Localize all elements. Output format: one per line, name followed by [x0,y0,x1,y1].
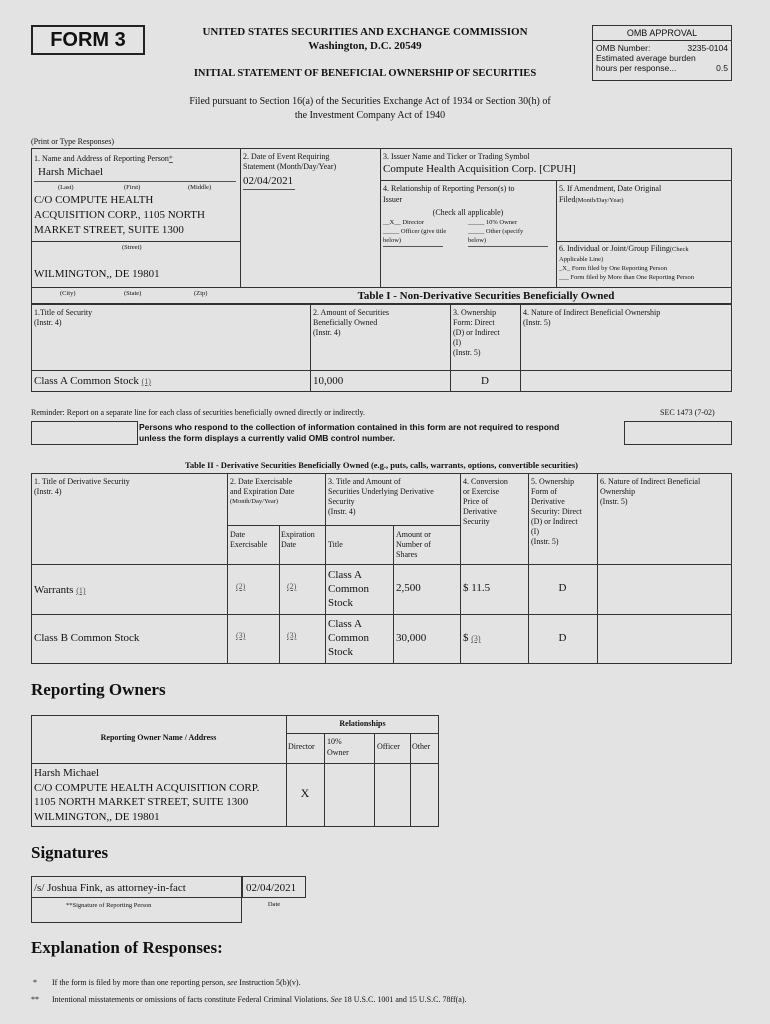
ten-pct-owner-header: 10% Owner [327,737,349,757]
agency-name: UNITED STATES SECURITIES AND EXCHANGE COMMISSION [202,26,528,38]
agency-location: Washington, D.C. 20549 [308,40,422,52]
owner-director-mark: X [300,786,310,800]
t2-row2-form: D [558,632,567,644]
t2-sub-expiration: Expiration Date [281,530,315,549]
note1-mark: * [33,978,37,987]
street-label: (Street) [122,244,142,251]
officer-header: Officer [377,742,400,751]
signer-name: /s/ Joshua Fink, as attorney-in-fact [34,882,186,894]
signature-label: **Signature of Reporting Person [66,902,152,909]
t2-col6-header: 6. Nature of Indirect Beneficial Ownership (Instr. 5) [600,477,701,506]
omb-number: 3235-0104 [687,43,728,53]
t2-sub-title: Title [328,540,343,549]
last-label: (Last) [58,184,74,191]
box6-label [559,244,689,253]
event-date: 02/04/2021 [243,175,294,187]
note2-mark: ** [31,995,39,1004]
t2-col2-header: 2. Date Exercisable and Expiration Date (Month/Day/Year) [230,477,295,505]
t2-row2-security: Class B Common Stock [34,632,140,644]
box5-date-format: (Month/Day/Year) [575,197,624,204]
form-title-box [31,25,145,55]
statement-title: INITIAL STATEMENT OF BENEFICIAL OWNERSHIP OF SECURITIES [193,68,537,79]
t1-row-security: Class A Common Stock (1) [34,375,151,387]
box1-label-text: 1. Name and Address of Reporting Person [34,154,169,163]
filed-pursuant-line-2: the Investment Company Act of 1940 [294,110,446,121]
city-label: (City) [60,290,76,297]
first-label: (First) [124,184,141,191]
t1-row-amount: 10,000 [313,375,344,387]
address-line-2: ACQUISITION CORP., 1105 NORTH [34,209,205,221]
box5-label-2 [559,195,624,204]
t1-col2-header: 2. Amount of Securities Beneficially Owned (Instr. 4) [313,308,389,337]
owner-name-address: Harsh Michael C/O COMPUTE HEALTH ACQUISITION CORP. 1105 NORTH MARKET STREET, SUITE 1300 WILMINGTON,, DE 19801 [34,767,260,823]
t2-row1-date-exercisable[interactable]: (2) [236,582,246,591]
note2-text: Intentional misstatements or omissions of facts constitute Federal Criminal Violations. See 18 U.S.C. 1001 and 15 U.S.C. 78ff(a). [52,995,467,1004]
box2-label-1: 2. Date of Event Requiring [243,152,330,161]
persons-right-box [624,421,732,445]
omb-approval-box [592,25,732,81]
t2-row2-date-exercisable[interactable]: (3) [236,631,246,640]
box4-label-2: Issuer [383,195,403,204]
state-label: (State) [124,290,142,297]
other-checkbox[interactable]: _____ Other (specify [468,228,524,235]
table2-title: Table II - Derivative Securities Beneficially Owned (e.g., puts, calls, warrants, options, convertible securities) [184,460,578,470]
t2-row2-price-footnote-link[interactable]: (3) [471,634,481,643]
officer-checkbox[interactable]: _____ Officer (give title [383,228,447,235]
burden-label: Estimated average burden [596,53,696,63]
zip-label: (Zip) [194,290,208,297]
t2-sub-date-exercisable: Date Exercisable [230,530,268,549]
ten-pct-owner-checkbox[interactable]: _____ 10% Owner [468,219,518,226]
director-checkbox[interactable]: __X__ Director [383,219,424,226]
t2-row2-title: Class A Common Stock [328,618,369,658]
t1-col3-header: 3. Ownership Form: Direct (D) or Indirect (I) (Instr. 5) [453,308,500,357]
t2-row1-expiration[interactable]: (2) [287,582,297,591]
explanation-heading: Explanation of Responses: [31,938,223,957]
t2-row2-expiration[interactable]: (3) [287,631,297,640]
director-header: Director [288,742,315,751]
reporting-person-name: Harsh Michael [38,166,104,178]
more-reporting-persons-option[interactable]: ___ Form filed by More than One Reporting Person [559,274,695,281]
form-title: FORM 3 [50,29,126,51]
box3-label: 3. Issuer Name and Ticker or Trading Symbol [383,152,530,161]
box5-label-1: 5. If Amendment, Date Original [559,184,662,193]
t2-col4-header: 4. Conversion or Exercise Price of Derivative Security [463,477,508,526]
box1-footnote-link[interactable]: * [168,154,173,163]
t1-row-form: D [481,375,489,387]
reminder-text: Reminder: Report on a separate line for each class of securities beneficially owned directly or indirectly. [31,408,366,417]
t2-row1-footnote-link[interactable]: (1) [76,586,86,595]
address-line-3: MARKET STREET, SUITE 1300 [34,224,184,236]
t2-col5-header: 5. Ownership Form of Derivative Security: Direct (D) or Indirect (I) (Instr. 5) [531,477,582,546]
print-note: (Print or Type Responses) [31,137,115,146]
t2-row1-form: D [558,582,567,594]
t2-row1-security: Warrants (1) [34,584,86,596]
box6-applicable: Applicable Line) [559,256,604,263]
reporting-owners-heading: Reporting Owners [31,680,166,699]
t2-col3-header: 3. Title and Amount of Securities Underlying Derivative Security (Instr. 4) [328,477,434,516]
filed-pursuant-line-1: Filed pursuant to Section 16(a) of the Securities Exchange Act of 1934 or Section 30(h) of [189,96,551,107]
omb-number-label: OMB Number: [596,43,651,53]
officer-below: below) [383,237,402,244]
hours-label: hours per response... [596,63,677,73]
t2-row2-amount: 30,000 [396,632,427,644]
sec-code: SEC 1473 (7-02) [660,408,715,417]
box1-label [34,154,173,163]
t1-col1-header: 1.Title of Security (Instr. 4) [34,308,93,327]
table1-title: Table I - Non-Derivative Securities Beneficially Owned [357,290,615,302]
date-label: Date [267,901,281,908]
t2-row2-price: $ (3) [463,632,481,644]
one-reporting-person-option[interactable]: _X_ Form filed by One Reporting Person [559,265,667,272]
hours-value: 0.5 [716,63,728,73]
t2-row1-title: Class A Common Stock [328,569,369,609]
other-below: below) [468,237,487,244]
t2-sub-amount: Amount or Number of Shares [396,530,431,559]
issuer-name: Compute Health Acquisition Corp. [CPUH] [383,163,576,175]
note1-text: If the form is filed by more than one reporting person, see Instruction 5(b)(v). [52,978,301,987]
t2-col1-header: 1. Title of Derivative Security (Instr. 4) [34,477,130,496]
middle-label: (Middle) [188,184,212,191]
box6-label-text: 6. Individual or Joint/Group Filing [559,244,670,253]
t2-row1-amount: 2,500 [396,582,421,594]
box4-label-1: 4. Relationship of Reporting Person(s) to [383,184,515,193]
persons-notice: Persons who respond to the collection of information contained in this form are not required to respond unless the form displays a currently valid OMB control number. [139,422,560,443]
omb-title: OMB APPROVAL [593,26,731,41]
t1-col4-header: 4. Nature of Indirect Beneficial Ownership (Instr. 5) [523,308,661,327]
relationships-header: Relationships [339,719,386,728]
city-state-zip: WILMINGTON,, DE 19801 [34,268,160,280]
check-all-applicable: (Check all applicable) [432,208,504,217]
t1-row-footnote-link[interactable]: (1) [141,377,151,386]
owner-name-header: Reporting Owner Name / Address [100,733,217,742]
box5-filed: Filed [559,195,576,204]
persons-left-box [31,421,138,445]
signature-date: 02/04/2021 [246,882,297,894]
address-line-1: C/O COMPUTE HEALTH [34,194,154,206]
signatures-heading: Signatures [31,843,109,862]
box6-check: (Check [669,246,689,253]
t2-row1-price: $ 11.5 [463,582,491,594]
other-header: Other [412,742,431,751]
box2-label-2: Statement (Month/Day/Year) [243,162,337,171]
